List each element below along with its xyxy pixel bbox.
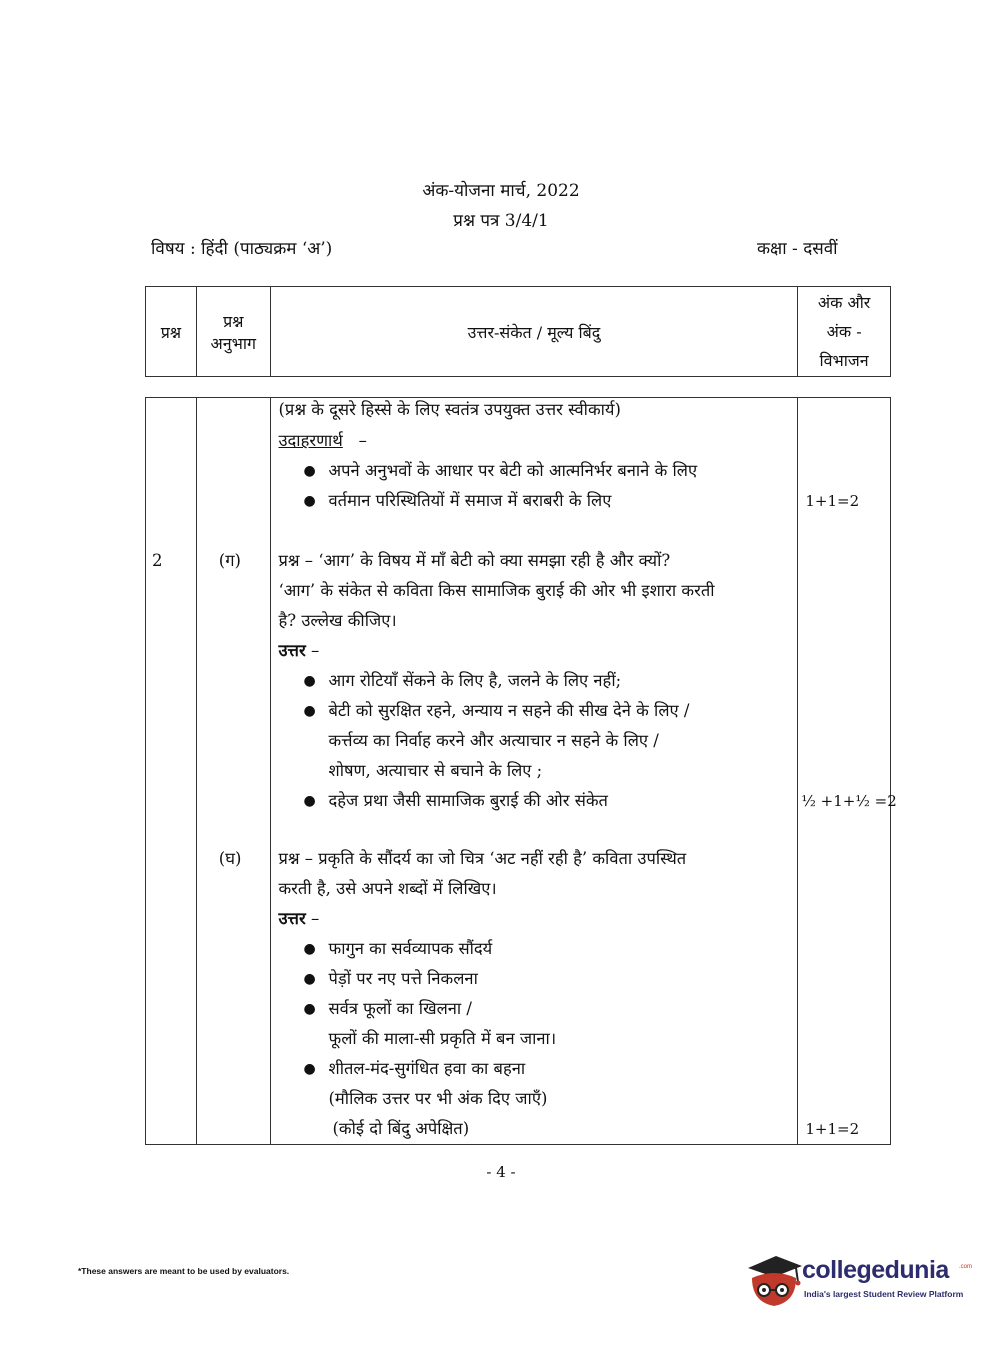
ga-answer-bullet-2-line-3: शोषण, अत्याचार से बचाने के लिए ; — [328, 761, 543, 780]
bullet-icon: ● — [303, 971, 316, 987]
bullet-icon: ● — [303, 1061, 316, 1077]
intro-note: (प्रश्न के दूसरे हिस्से के लिए स्वतंत्र उपयुक्त उत्तर स्वीकार्य) — [278, 400, 621, 419]
table-header — [145, 286, 891, 377]
answer-ga-heading: उत्तर – — [278, 641, 320, 660]
bullet-icon: ● — [303, 941, 316, 957]
answer-gha-heading: उत्तर – — [278, 909, 320, 928]
bullet-icon: ● — [303, 1001, 316, 1017]
ga-answer-bullet-2-line-2: कर्त्तव्य का निर्वाह करने और अत्याचार न सहने के लिए / — [328, 731, 659, 750]
question-gha-line-2: करती है, उसे अपने शब्दों में लिखिए। — [278, 879, 497, 898]
marks-2: ½ +1+½ =2 — [801, 792, 897, 810]
footer-note: *These answers are meant to be used by evaluators. — [78, 1266, 290, 1276]
bullet-icon: ● — [303, 493, 316, 509]
gha-answer-bullet-3-line-1: सर्वत्र फूलों का खिलना / — [328, 999, 472, 1018]
ga-answer-bullet-3: दहेज प्रथा जैसी सामाजिक बुराई की ओर संकेत — [328, 791, 608, 810]
question-ga-line-2: ‘आग’ के संकेत से कविता किस सामाजिक बुराई की ओर भी इशारा करती — [278, 581, 715, 600]
gha-answer-bullet-2: पेड़ों पर नए पत्ते निकलना — [328, 969, 478, 988]
bullet-icon: ● — [303, 793, 316, 809]
section-cell — [197, 398, 270, 1144]
example-heading: उदाहरणार्थ – — [278, 431, 367, 450]
gha-answer-bullet-1: फागुन का सर्वव्यापक सौंदर्य — [328, 939, 493, 958]
header-section: प्रश्न अनुभाग — [196, 287, 270, 377]
logo-wordmark: collegedunia — [802, 1256, 949, 1284]
bullet-icon: ● — [303, 703, 316, 719]
gha-answer-note-2: (कोई दो बिंदु अपेक्षित) — [332, 1119, 470, 1138]
bullet-icon: ● — [303, 463, 316, 479]
question-number-cell — [146, 398, 196, 1144]
ga-answer-bullet-1: आग रोटियाँ सेंकने के लिए है, जलने के लिए नहीं; — [328, 671, 622, 690]
subject-label: विषय : हिंदी (पाठ्यक्रम ‘अ’) — [151, 239, 333, 259]
answer-table — [145, 397, 897, 1145]
collegedunia-logo — [744, 1250, 973, 1310]
logo-suffix: .com — [959, 1264, 973, 1270]
gha-answer-bullet-4-line-1: शीतल-मंद-सुगंधित हवा का बहना — [328, 1059, 526, 1078]
header-answer-hints: उत्तर-संकेत / मूल्य बिंदु — [270, 287, 798, 377]
mascot-icon — [744, 1250, 804, 1310]
header-marks: अंक और अंक - विभाजन — [798, 287, 891, 377]
ga-answer-bullet-2-line-1: बेटी को सुरक्षित रहने, अन्याय न सहने की सीख देने के लिए / — [328, 701, 690, 720]
page-number: - 4 - — [486, 1163, 516, 1181]
class-label: कक्षा - दसवीं — [757, 239, 838, 259]
header-question: प्रश्न — [146, 287, 197, 377]
example-bullet-1: अपने अनुभवों के आधार पर बेटी को आत्मनिर्भर बनाने के लिए — [328, 461, 698, 480]
answer-cell — [271, 398, 798, 1144]
marks-1: 1+1=2 — [805, 492, 860, 510]
document-title: अंक-योजना मार्च, 2022 — [422, 181, 580, 201]
gha-answer-bullet-3-line-2: फूलों की माला-सी प्रकृति में बन जाना। — [328, 1029, 557, 1048]
question-ga-line-1: प्रश्न – ‘आग’ के विषय में माँ बेटी को क्या समझा रही है और क्यों? — [278, 551, 671, 570]
section-ga: (ग) — [218, 551, 241, 570]
gha-answer-note-1: (मौलिक उत्तर पर भी अंक दिए जाएँ) — [328, 1089, 548, 1108]
section-gha: (घ) — [218, 849, 242, 868]
logo-tagline: India's largest Student Review Platform — [804, 1289, 964, 1299]
bullet-icon: ● — [303, 673, 316, 689]
question-ga-line-3: है? उल्लेख कीजिए। — [278, 611, 397, 630]
paper-code: प्रश्न पत्र 3/4/1 — [453, 211, 549, 231]
question-number: 2 — [152, 551, 163, 570]
marks-cell — [798, 398, 897, 1144]
example-bullet-2: वर्तमान परिस्थितियों में समाज में बराबरी के लिए — [328, 491, 612, 510]
question-gha-line-1: प्रश्न – प्रकृति के सौंदर्य का जो चित्र ‘अट नहीं रही है’ कविता उपस्थित — [278, 849, 687, 868]
marks-3: 1+1=2 — [805, 1120, 860, 1138]
